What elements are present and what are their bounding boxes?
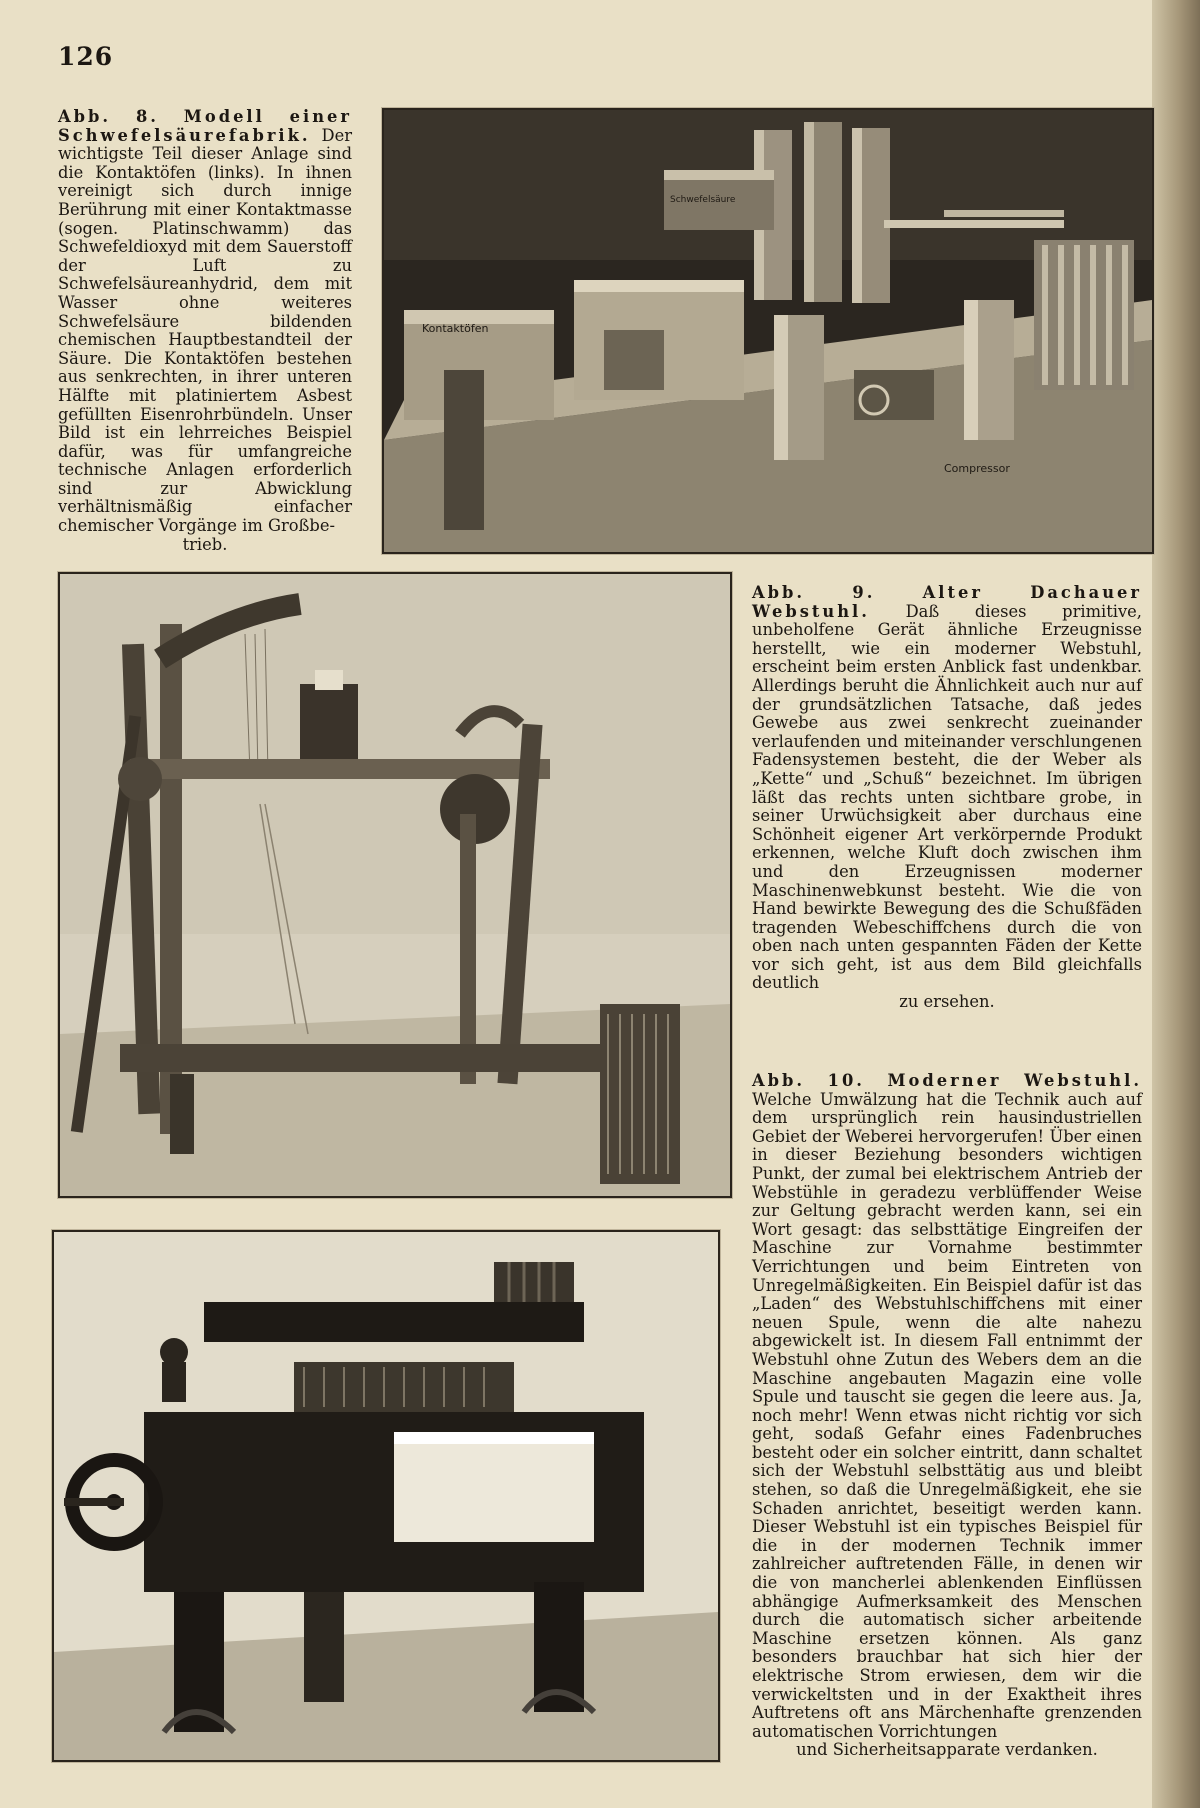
photo-modern-loom [52,1230,720,1762]
book-gutter-shadow [1152,0,1200,1808]
caption-abb-10-last-line: und Sicherheitsapparate verdanken. [796,1740,1098,1760]
caption-abb-9 [752,584,1142,1012]
model-label-kontaktofen: Kontaktöfen [422,322,489,335]
photo-abb-9-illustration [60,574,730,1196]
model-label-schwefelsaeure: Schwefelsäure [670,195,736,205]
caption-abb-9-body: Daß dieses primitive, unbeholfene Gerät ähnliche Erzeugnisse herstellt, wie ein moderner Webstuhl, erscheint beim ersten Anblick fast undenkbar. Allerdings beruht die Ähnlichkeit auch nur auf der grundsätzlichen Tatsache, daß jedes Gewebe aus zwei senkrecht zueinander verlaufenden und miteinander verschlungenen Fadensystemen besteht, die der Weber als „Kette“ und „Schuß“ bezeichnet. Im übrigen läßt das rechts unten sichtbare grobe, in seiner Urwüchsigkeit aber durchaus eine Schönheit eigener Art verkörpernde Produkt erkennen, welche Kluft doch zwischen ihm und den Erzeugnissen moderner Maschinenwebkunst besteht. Wie die von Hand bewirkte Bewegung des die Schußfäden tragenden Webeschiffchens durch die von oben nach unten gespannten Fäden der Kette vor sich geht, ist aus dem Bild gleichfalls deutlich [752,601,1142,993]
caption-abb-8-title: Abb. 8. Modell einer Schwefelsäurefabrik. [58,107,352,145]
photo-sulfuric-acid-factory-model [382,108,1154,554]
caption-abb-8-last-line: trieb. [182,534,228,554]
caption-abb-8 [58,108,352,554]
caption-abb-9-title: Abb. 9. Alter Dachauer Webstuhl. [752,583,1142,621]
photo-abb-10-illustration [54,1232,718,1760]
model-label-compressor: Compressor [944,462,1010,475]
caption-abb-10-body: Welche Umwälzung hat die Technik auch auf dem ursprünglich rein hausindustriellen Gebiet der Weberei hervorgerufen! Über einen in dieser Beziehung besonders wichtigen Punkt, der zumal bei elektrischem Antrieb der Webstühle in geradezu verblüffender Weise zur Geltung gebracht werden kann, sei ein Wort gesagt: das selbsttätige Eingreifen der Maschine zur Vornahme bestimmter Verrichtungen und beim Eintreten von Unregelmäßigkeiten. Ein Beispiel dafür ist das „Laden“ des Webstuhlschiffchens mit einer neuen Spule, wenn die alte nahezu abgewickelt ist. In diesem Fall entnimmt der Webstuhl ohne Zutun des Webers dem an die Maschine angebauten Magazin eine volle Spule und tauscht sie gegen die leere aus. Ja, noch mehr! Wenn etwas nicht richtig vor sich geht, sodaß Gefahr eines Fadenbruches besteht oder ein solcher eintritt, dann schaltet sich der Webstuhl selbsttätig aus und bleibt stehen, so daß die Unregelmäßigkeit, ehe sie Schaden anrichtet, beseitigt werden kann. Dieser Webstuhl ist ein typisches Beispiel für die in der modernen Technik immer zahlreicher auftretenden Fälle, in denen wir die von mancherlei ablenkenden Einflüssen abhängige Aufmerksamkeit des Menschen durch die automatisch sicher arbeitende Maschine ersetzen können. Als ganz besonders brauchbar hat sich hier der elektrische Strom erwiesen, dem wir die verwickeltsten und in der Exaktheit ihres Auftretens oft ans Märchenhafte grenzenden automatischen Vorrichtungen [752,1089,1142,1741]
photo-old-dachau-loom [58,572,732,1198]
caption-abb-10 [752,1072,1142,1760]
photo-abb-8-illustration [384,110,1152,552]
caption-abb-8-body: Der wichtigste Teil dieser Anlage sind die Kontaktöfen (links). In ihnen vereinigt sich durch innige Berührung mit einer Kontaktmasse (sogen. Platinschwamm) das Schwefeldioxyd mit dem Sauerstoff der Luft zu Schwefelsäureanhydrid, dem mit Wasser ohne weiteres Schwefelsäure bildenden chemischen Hauptbestandteil der Säure. Die Kontaktöfen bestehen aus senkrechten, in ihrer unteren Hälfte mit platiniertem Asbest gefüllten Eisenrohrbündeln. Unser Bild ist ein lehrreiches Beispiel dafür, was für umfangreiche technische Anlagen erforderlich sind zur Abwicklung verhältnismäßig einfacher chemischer Vorgänge im Großbe- [58,125,352,536]
caption-abb-9-last-line: zu ersehen. [899,992,995,1012]
page-number: 126 [58,42,114,71]
caption-abb-10-title: Abb. 10. Moderner Webstuhl. [752,1071,1142,1090]
